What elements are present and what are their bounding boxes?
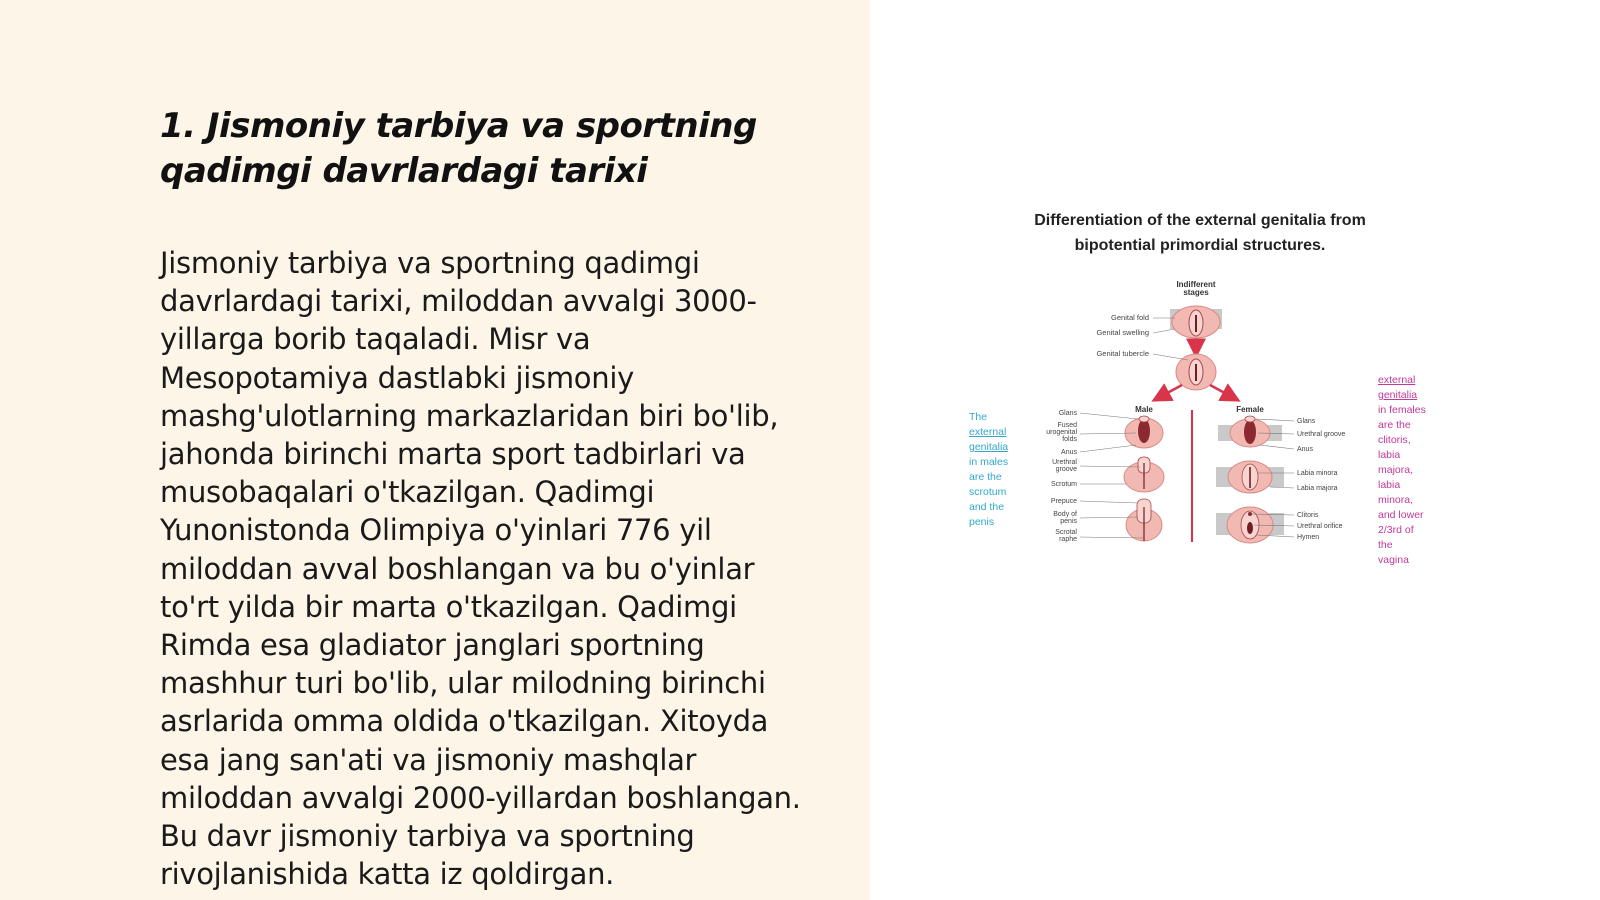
body-line: Jismoniy tarbiya va sportning qadimgi — [160, 246, 700, 280]
body-line: rivojlanishida katta iz qoldirgan. — [160, 857, 615, 892]
label-urethral: Urethral — [1052, 459, 1077, 466]
external-genitalia-link[interactable]: genitalia — [969, 441, 1009, 453]
body-line: Rimda esa gladiator janglari sportning — [160, 628, 705, 663]
body-line: mashhur turi bo'lib, ular milodning birinchi — [160, 666, 766, 701]
label-prepuce: Prepuce — [1050, 498, 1077, 505]
label-labia-majora: Labia majora — [1297, 485, 1338, 492]
female-stage-3-clitoris — [1248, 512, 1252, 516]
body-line: miloddan avvalgi 2000-yillardan boshlangan. — [160, 780, 801, 815]
label-urogenital: urogenital — [1046, 429, 1077, 436]
note-line: are the — [969, 471, 1002, 483]
label-genital-fold: Genital fold — [1111, 313, 1149, 322]
note-line: and lower — [1378, 509, 1424, 521]
body-line: esa jang san'ati va jismoniy mashqlar — [160, 742, 697, 777]
note-line: labia — [1378, 479, 1401, 491]
female-stage-1-glans — [1245, 416, 1255, 422]
body-line: musobaqalari o'tkazilgan. Qadimgi — [160, 475, 655, 510]
external-genitalia-link[interactable]: external — [969, 426, 1007, 438]
label-fused: Fused — [1057, 422, 1077, 429]
note-line: clitoris, — [1378, 434, 1411, 446]
note-line: 2/3rd of — [1378, 524, 1414, 536]
note-line: scrotum — [969, 486, 1007, 498]
male-stage-1-glans — [1139, 416, 1149, 422]
body-line: Bu davr jismoniy tarbiya va sportning — [160, 819, 695, 854]
indifferent-stage-label-2: stages — [1183, 288, 1209, 297]
note-line: and the — [969, 501, 1005, 513]
note-line: the — [1378, 539, 1393, 551]
indifferent-stage-label: Indifferent — [1176, 280, 1216, 289]
label-raphe: raphe — [1059, 536, 1077, 543]
leader-line — [1153, 354, 1188, 360]
male-heading: Male — [1135, 405, 1153, 414]
label-genital-swelling: Genital swelling — [1096, 328, 1149, 337]
label-groove: groove — [1055, 466, 1077, 473]
male-external-genitalia-note — [969, 410, 1025, 530]
label-female-anus: Anus — [1297, 446, 1313, 453]
label-urethral-orifice: Urethral orifice — [1297, 523, 1343, 530]
note-line: in males — [969, 456, 1009, 468]
female-stage-3-orifice — [1247, 522, 1253, 534]
body-line: Mesopotamiya dastlabki jismoniy — [160, 360, 634, 395]
body-line: mashg'ulotlarning markazlaridan biri bo'lib, — [160, 398, 779, 433]
leader-line — [1153, 329, 1175, 333]
leader-line — [1256, 419, 1294, 421]
female-stage-1-core — [1244, 420, 1256, 444]
label-scrotum: Scrotum — [1050, 481, 1077, 488]
note-line: minora, — [1378, 494, 1414, 506]
label-genital-tubercle: Genital tubercle — [1096, 349, 1149, 358]
label-male-anus: Anus — [1061, 449, 1077, 456]
slide-body-paragraph — [160, 244, 840, 893]
body-line: asrlarida omma oldida o'tkazilgan. Xitoyda — [160, 704, 769, 739]
slide-title-line-1: 1. Jismoniy tarbiya va sportning — [160, 106, 757, 146]
leader-line — [1260, 445, 1294, 449]
external-genitalia-link[interactable]: external — [1378, 374, 1416, 386]
body-line: jahonda birinchi marta sport tadbirlari va — [160, 437, 746, 472]
body-line: davrlardagi tarixi, miloddan avvalgi 3000- — [160, 284, 757, 319]
female-branch-arrow — [1210, 385, 1234, 398]
label-urethral-groove: Urethral groove — [1297, 431, 1346, 438]
note-line: vagina — [1378, 554, 1409, 566]
leader-line — [1270, 487, 1294, 488]
label-hymen: Hymen — [1297, 534, 1320, 541]
leader-line — [1080, 445, 1136, 452]
body-line: to'rt yilda bir marta o'tkazilgan. Qadimgi — [160, 589, 737, 624]
figure-title-line-1: Differentiation of the external genitalia from — [1034, 212, 1366, 229]
slide-title-line-2: qadimgi davrlardagi tarixi — [160, 151, 648, 191]
male-stage-1-core — [1138, 419, 1150, 443]
note-line: labia — [1378, 449, 1401, 461]
label-female-glans: Glans — [1297, 418, 1316, 425]
body-line: miloddan avval boshlangan va bu o'yinlar — [160, 551, 755, 586]
label-body-of: Body of — [1053, 511, 1077, 518]
figure-title-line-2: bipotential primordial structures. — [1074, 237, 1326, 254]
label-male-glans: Glans — [1058, 410, 1077, 417]
label-penis: penis — [1060, 518, 1077, 525]
note-line: penis — [969, 516, 995, 528]
note-line: are the — [1378, 419, 1411, 431]
female-external-genitalia-note — [1378, 373, 1444, 568]
male-branch-arrow — [1158, 385, 1182, 398]
differentiation-diagram — [960, 205, 1440, 575]
label-labia-minora: Labia minora — [1297, 470, 1338, 477]
label-scrotal: Scrotal — [1055, 529, 1077, 536]
label-clitoris: Clitoris — [1297, 512, 1319, 519]
genitalia-differentiation-figure — [960, 205, 1440, 575]
leader-line — [1080, 501, 1138, 503]
external-genitalia-link[interactable]: genitalia — [1378, 389, 1418, 401]
leader-line — [1080, 413, 1138, 419]
female-heading: Female — [1236, 405, 1264, 414]
label-folds: folds — [1062, 436, 1077, 443]
body-line: Yunonistonda Olimpiya o'yinlari 776 yil — [160, 513, 712, 548]
slide-title — [160, 104, 820, 194]
note-line: in females — [1378, 404, 1426, 416]
note-line: majora, — [1378, 464, 1414, 476]
body-line: yillarga borib taqaladi. Misr va — [160, 322, 591, 357]
note-line: The — [969, 411, 988, 423]
